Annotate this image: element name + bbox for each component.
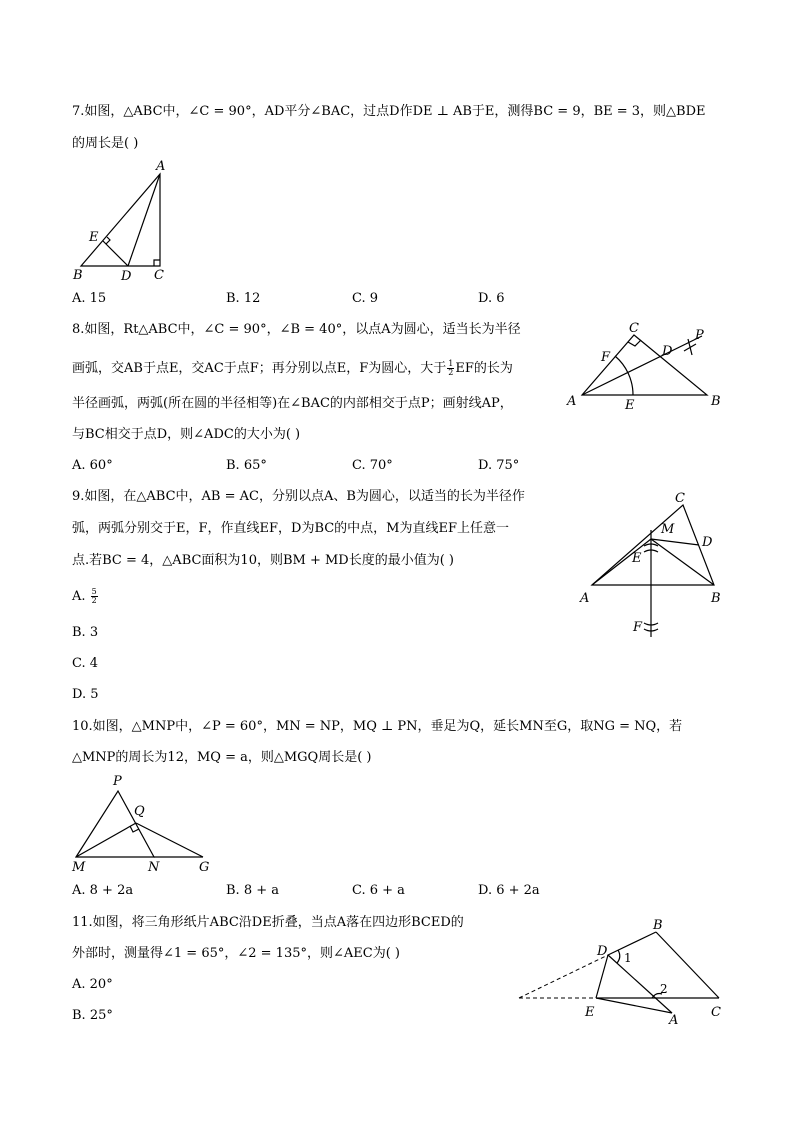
q9-label-e: E — [632, 551, 642, 566]
q11-label-angle-2: 2 — [660, 982, 668, 996]
q8-option-c: C. 70° — [352, 458, 393, 473]
q7-label-b: B — [73, 268, 83, 283]
q11-label-e: E — [585, 1005, 595, 1020]
q8-label-p: P — [695, 328, 704, 343]
q7-label-a: A — [156, 159, 166, 174]
q8-stem-line2-part1: 画弧，交AB于点E，交AC于点F；再分别以点E，F为圆心，大于 — [72, 361, 447, 376]
q8-label-e: E — [625, 398, 635, 413]
q10-label-m: M — [72, 860, 86, 875]
q9-option-c: C. 4 — [72, 656, 99, 671]
q8-label-f: F — [601, 350, 611, 365]
q9-label-a: A — [580, 591, 590, 606]
q9-label-d: D — [702, 535, 713, 550]
q9-option-a-num: 5 — [91, 587, 97, 596]
q9-option-b: B. 3 — [72, 625, 99, 640]
q7-stem-line2: 的周长是( ) — [72, 136, 139, 151]
q7-label-e: E — [89, 230, 99, 245]
q11-label-c: C — [711, 1005, 721, 1020]
q8-option-b: B. 65° — [226, 458, 267, 473]
q11-option-b: B. 25° — [72, 1008, 113, 1023]
q8-label-a: A — [567, 394, 577, 409]
q11-stem-line1: 11.如图，将三角形纸片ABC沿DE折叠，当点A落在四边形BCED的 — [72, 915, 464, 930]
q11-label-a: A — [669, 1013, 679, 1028]
q10-option-c: C. 6 + a — [352, 883, 405, 898]
q8-stem-line4: 与BC相交于点D，则∠ADC的大小为( ) — [72, 427, 301, 442]
q10-label-g: G — [199, 860, 210, 875]
q7-option-d: D. 6 — [478, 291, 505, 306]
q7-option-c: C. 9 — [352, 291, 379, 306]
q8-label-c: C — [629, 321, 639, 336]
q10-label-q: Q — [134, 804, 145, 819]
q8-fraction-num: 1 — [448, 359, 454, 368]
q9-option-d: D. 5 — [72, 687, 99, 702]
q8-label-d: D — [662, 344, 673, 359]
q10-option-b: B. 8 + a — [226, 883, 279, 898]
q7-option-b: B. 12 — [226, 291, 261, 306]
q11-angle-1-arc — [617, 950, 620, 963]
q11-label-angle-1: 1 — [624, 951, 632, 965]
q11-label-d: D — [597, 944, 608, 959]
q7-stem-line1: 7.如图，△ABC中，∠C = 90°，AD平分∠BAC，过点D作DE ⊥ AB于E，测得BC = 9，BE = 3，则△BDE — [72, 104, 706, 119]
q10-option-d: D. 6 + 2a — [478, 883, 540, 898]
q8-label-b: B — [711, 394, 721, 409]
q10-stem-line1: 10.如图，△MNP中，∠P = 60°，MN = NP，MQ ⊥ PN，垂足为Q，延长MN至G，取NG = NQ，若 — [72, 719, 683, 734]
q11-option-a: A. 20° — [72, 977, 113, 992]
q11-segment-de — [596, 955, 608, 998]
q7-label-c: C — [154, 268, 164, 283]
q9-option-a-prefix: A. — [72, 589, 86, 604]
q10-label-p: P — [113, 774, 122, 789]
q11-stem-line2: 外部时，测量得∠1 = 65°，∠2 = 135°，则∠AEC为( ) — [72, 946, 400, 961]
q11-dashed-da — [519, 955, 608, 998]
q9-label-m: M — [661, 522, 675, 537]
q10-stem-line2: △MNP的周长为12，MQ = a，则△MGQ周长是( ) — [72, 750, 372, 765]
q11-label-b: B — [653, 918, 663, 933]
q10-option-a: A. 8 + 2a — [72, 883, 134, 898]
q8-fraction-den: 2 — [448, 368, 454, 377]
q9-stem-line1: 9.如图，在△ABC中，AB = AC，分别以点A、B为圆心，以适当的长为半径作 — [72, 489, 525, 504]
q9-stem-line2: 弧，两弧分别交于E，F，作直线EF，D为BC的中点，M为直线EF上任意一 — [72, 521, 510, 536]
q11-segment-ea — [596, 998, 672, 1013]
q8-option-d: D. 75° — [478, 458, 520, 473]
q9-option-a-den: 2 — [91, 596, 97, 605]
q8-stem-line1: 8.如图，Rt△ABC中，∠C = 90°，∠B = 40°，以点A为圆心，适当长为半径 — [72, 322, 521, 337]
q9-label-c: C — [675, 491, 685, 506]
q10-label-n: N — [148, 860, 160, 875]
q7-label-d: D — [121, 269, 132, 284]
q9-label-b: B — [711, 591, 721, 606]
q8-stem-line2-part2: EF的长为 — [455, 361, 513, 376]
q11-segment-db — [608, 932, 656, 955]
q9-stem-line3: 点.若BC = 4，△ABC面积为10，则BM + MD长度的最小值为( ) — [72, 553, 455, 568]
q8-stem-line3: 半径画弧，两弧(所在圆的半径相等)在∠BAC的内部相交于点P；画射线AP， — [72, 396, 513, 411]
q7-option-a: A. 15 — [72, 291, 107, 306]
q8-option-a: A. 60° — [72, 458, 113, 473]
q9-label-f: F — [633, 620, 643, 635]
